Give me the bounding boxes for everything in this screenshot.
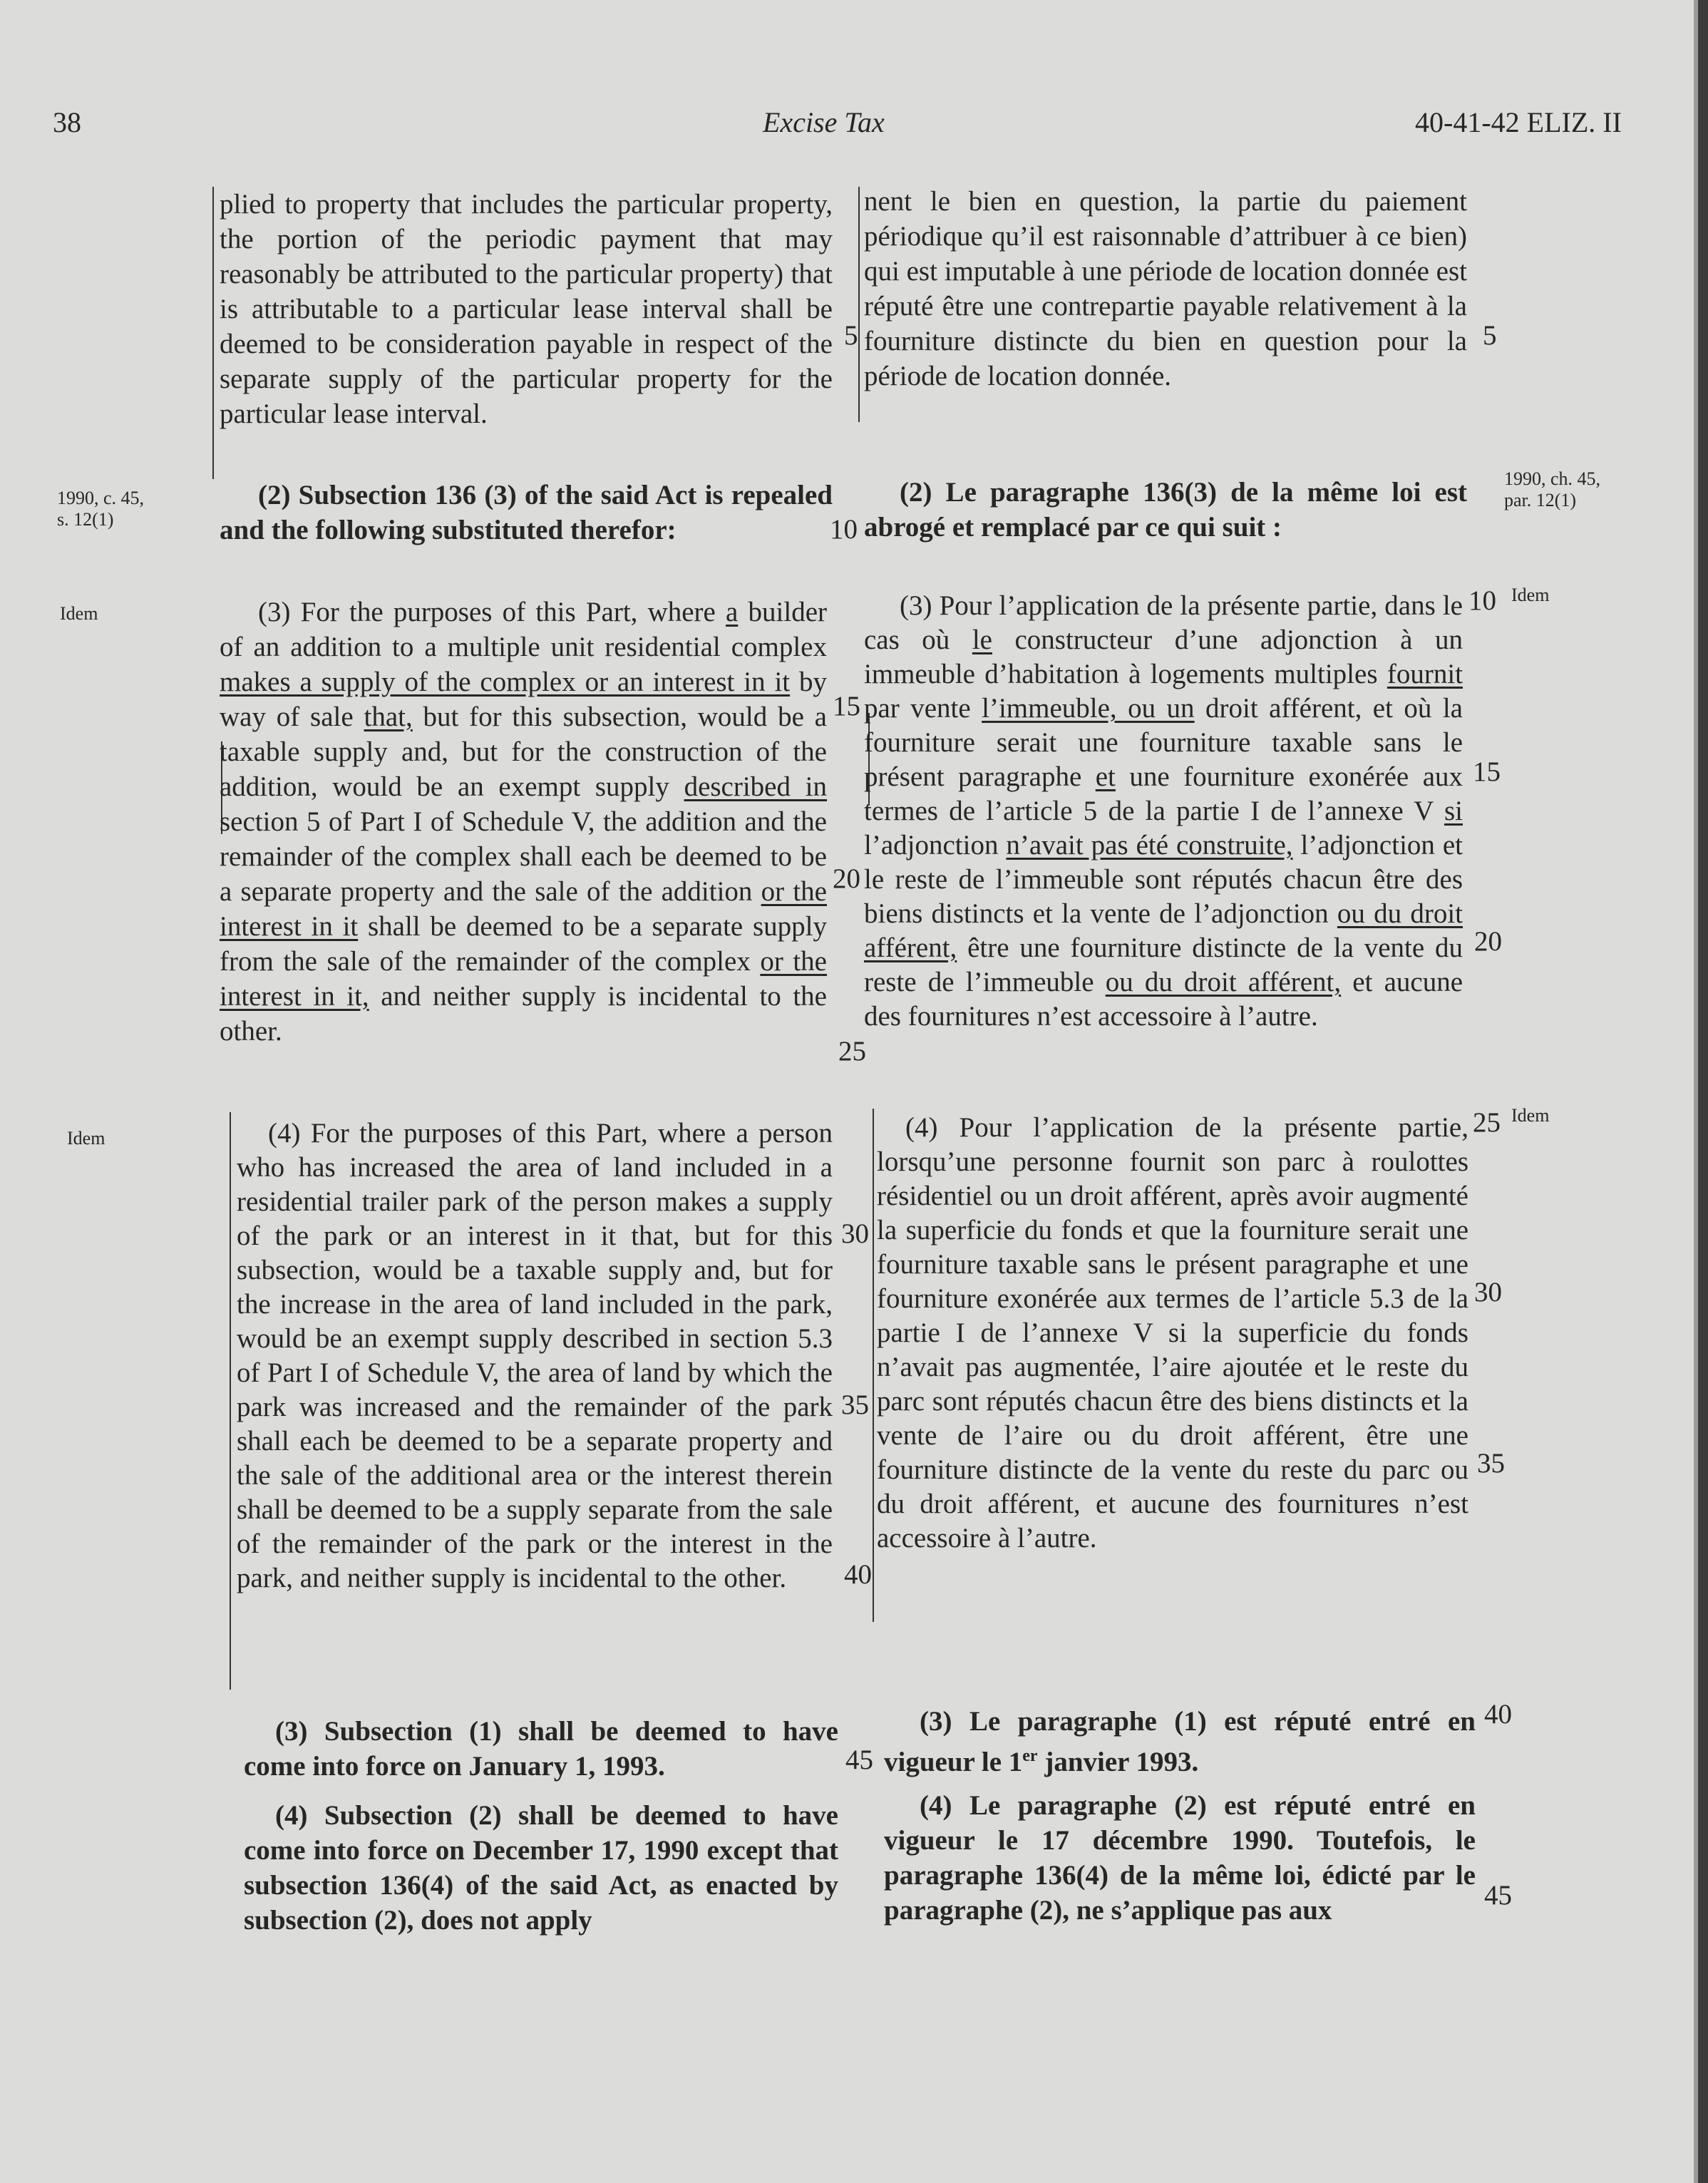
line-number: 35 bbox=[841, 1390, 869, 1420]
paragraph-text: (4) For the purposes of this Part, where a person who has increased the area of land included in a residential trailer park of the person makes a supply of the park or an interest in it that, but for this subsection, would be a taxable supply and, but for the increase in the area of land included in the park, would be an exempt supply described in section 5.3 of Part I of Schedule V, the area of land by which the park was increased and the remainder of the park shall each be deemed to be a separate property and the sale of the additional area or the interest therein shall be deemed to be a supply separate from the sale of the remainder of the park or the interest in the park, and neither supply is incidental to the other. bbox=[237, 1118, 833, 1593]
text-run: (3) For the purposes of this Part, where bbox=[258, 597, 726, 627]
paragraph-text: plied to property that includes the particular property, the portion of the periodic payment that may reasonably be attributed to the particular property) that is attributable to a particular lease interval shall be deemed to be consideration payable in respect of the separate supply of the particular property for the particular lease interval. bbox=[220, 189, 833, 429]
underlined-amendment: or the interest in it bbox=[220, 876, 827, 942]
text-run: une fourniture exonérée aux termes de l’article 5 de la partie I de l’annexe V bbox=[864, 761, 1463, 826]
revision-bar bbox=[873, 1109, 874, 1622]
revision-bar bbox=[212, 187, 214, 479]
margin-note-idem-en-1: Idem bbox=[60, 603, 98, 624]
underlined-amendment: l’immeuble, ou un bbox=[982, 693, 1195, 724]
line-number: 25 bbox=[1473, 1107, 1501, 1138]
underlined-amendment: that, bbox=[364, 702, 413, 732]
line-number: 10 bbox=[1468, 585, 1496, 616]
paragraph-text: (4) Le paragraphe (2) est réputé entré en vigueur le 17 décembre 1990. Toutefois, le paragraphe 136(4) de la même loi, édicté par le paragraphe (2), ne s’applique pas aux bbox=[884, 1790, 1476, 1926]
underlined-amendment: et bbox=[1095, 761, 1116, 792]
text-run: l’adjonction et le reste de l’immeuble sont réputés chacun être des biens distincts et la vente de l’adjonction bbox=[864, 830, 1463, 929]
paragraph-text: nent le bien en question, la partie du paiement périodique qu’il est raisonnable d’attribuer à ce bien) qui est imputable à une période de location donnée est réputé être une contrepartie payable relativement à la fourniture distincte du bien en question pour la période de location donnée. bbox=[864, 186, 1467, 391]
line-number: 45 bbox=[1484, 1880, 1512, 1911]
line-number: 40 bbox=[1484, 1699, 1512, 1730]
english-subsection-3 bbox=[220, 595, 827, 1049]
margin-note-idem-en-2: Idem bbox=[67, 1128, 106, 1149]
underlined-amendment: fournit bbox=[1387, 659, 1463, 689]
line-number: 25 bbox=[838, 1036, 866, 1067]
margin-note-line: 1990, c. 45, bbox=[57, 488, 145, 508]
margin-note-line: par. 12(1) bbox=[1504, 490, 1577, 510]
line-number: 35 bbox=[1477, 1448, 1505, 1479]
superscript: er bbox=[1022, 1747, 1038, 1765]
line-number: 30 bbox=[1474, 1277, 1502, 1308]
underlined-amendment: makes a supply of the complex or an interest in it bbox=[220, 667, 791, 697]
line-number: 5 bbox=[1483, 320, 1497, 351]
margin-note-idem-fr-2: Idem bbox=[1511, 1105, 1550, 1126]
margin-note-idem-fr-1: Idem bbox=[1511, 585, 1550, 605]
margin-note-line: s. 12(1) bbox=[57, 509, 114, 530]
paragraph-text: (3) Subsection (1) shall be deemed to have come into force on January 1, 1993. bbox=[244, 1716, 838, 1782]
underlined-amendment: ou du droit afférent, bbox=[864, 898, 1463, 963]
text-run: shall be deemed to be a separate supply from the sale of the remainder of the complex bbox=[220, 911, 827, 977]
paragraph-text bbox=[884, 1704, 1476, 1779]
line-number: 20 bbox=[1474, 926, 1502, 957]
margin-note-amendment-en bbox=[57, 488, 144, 530]
paragraph-text bbox=[864, 589, 1463, 1034]
line-number: 10 bbox=[830, 514, 858, 545]
french-amending-clause-2 bbox=[864, 475, 1467, 545]
french-amending-clause-4 bbox=[884, 1788, 1476, 1928]
french-subsection-4 bbox=[877, 1111, 1468, 1556]
line-number: 5 bbox=[844, 320, 858, 351]
text-run: builder of an addition to a multiple unit residential complex bbox=[220, 597, 828, 662]
page-edge bbox=[1698, 0, 1708, 2183]
english-subsection-4 bbox=[237, 1116, 833, 1596]
line-number: 20 bbox=[833, 863, 860, 894]
paragraph-text: (2) Subsection 136 (3) of the said Act is repealed and the following substituted therefor: bbox=[220, 480, 833, 545]
text-run: janvier 1993. bbox=[1037, 1747, 1199, 1777]
text-run: droit afférent, et où la fourniture serait une fourniture taxable sans le présent paragraphe bbox=[864, 693, 1463, 792]
paragraph-text: (4) Pour l’application de la présente partie, lorsqu’une personne fournit son parc à roulottes résidentiel ou un droit afférent, après avoir augmenté la superficie du fonds et que la fourniture serait une fourniture taxable sans le présent paragraphe et une fourniture exonérée aux termes de l’article 5.3 de la partie I de l’annexe V si la superficie du fonds n’avait pas augmentée, l’aire ajoutée et le reste du parc sont réputés chacun être des biens distincts et la vente de l’aire ou du droit afférent, être une fourniture distincte de la vente du reste du parc ou du droit afférent, et aucune des fournitures n’est accessoire à l’autre. bbox=[877, 1112, 1468, 1553]
text-run: by way of sale bbox=[220, 667, 827, 732]
regnal-year: 40-41-42 ELIZ. II bbox=[1415, 106, 1622, 138]
revision-bar bbox=[230, 1112, 231, 1690]
underlined-amendment: described in bbox=[684, 771, 828, 802]
underlined-amendment: or the interest in it, bbox=[220, 946, 827, 1012]
page-number: 38 bbox=[53, 106, 81, 138]
line-number: 30 bbox=[841, 1218, 869, 1249]
text-run: (3) Pour l’application de la présente partie, dans le cas où bbox=[864, 590, 1463, 655]
text-run: l’adjonction bbox=[864, 830, 1007, 861]
line-number: 40 bbox=[844, 1559, 872, 1590]
underlined-amendment: n’avait pas été construite, bbox=[1006, 830, 1293, 861]
text-run: constructeur d’une adjonction à un immeuble d’habitation à logements multiples bbox=[864, 625, 1463, 689]
english-amending-clause-4 bbox=[244, 1798, 838, 1938]
text-run: but for this subsection, would be a taxable supply and, but for the construction of the addition, would be an exempt supply bbox=[220, 702, 827, 802]
english-amending-clause-3 bbox=[244, 1714, 838, 1784]
margin-note-line: 1990, ch. 45, bbox=[1504, 468, 1601, 489]
line-number: 45 bbox=[845, 1745, 873, 1775]
paragraph-text: (4) Subsection (2) shall be deemed to have come into force on December 17, 1990 except that subsection 136(4) of the said Act, as enacted by subsection (2), does not apply bbox=[244, 1800, 838, 1936]
text-run: et aucune des fournitures n’est accessoire à l’autre. bbox=[864, 967, 1463, 1032]
french-paragraph-continued bbox=[864, 184, 1467, 394]
revision-bar bbox=[858, 187, 860, 422]
margin-note-amendment-fr bbox=[1504, 468, 1600, 511]
running-title: Excise Tax bbox=[763, 106, 885, 138]
underlined-amendment: ou du droit afférent, bbox=[1105, 967, 1342, 997]
english-paragraph-continued bbox=[220, 187, 833, 431]
paragraph-text bbox=[220, 595, 827, 1049]
english-amending-clause-2 bbox=[220, 478, 833, 548]
french-amending-clause-3 bbox=[884, 1704, 1476, 1779]
underlined-amendment: si bbox=[1444, 796, 1463, 826]
line-number: 15 bbox=[833, 691, 860, 721]
french-subsection-3 bbox=[864, 589, 1463, 1034]
underlined-amendment: le bbox=[972, 625, 992, 655]
text-run: and neither supply is incidental to the other. bbox=[220, 981, 827, 1047]
text-run: être une fourniture distincte de la vente du reste de l’immeuble bbox=[864, 933, 1463, 997]
text-run: par vente bbox=[864, 693, 982, 724]
line-number: 15 bbox=[1473, 756, 1501, 787]
underlined-amendment: a bbox=[726, 597, 739, 627]
paragraph-text: (2) Le paragraphe 136(3) de la même loi est abrogé et remplacé par ce qui suit : bbox=[864, 477, 1467, 543]
text-run: (3) Le paragraphe (1) est réputé entré en vigueur le 1 bbox=[884, 1706, 1476, 1777]
text-run: section 5 of Part I of Schedule V, the addition and the remainder of the complex shall each be deemed to be a separate property and the sale of the addition bbox=[220, 806, 827, 907]
